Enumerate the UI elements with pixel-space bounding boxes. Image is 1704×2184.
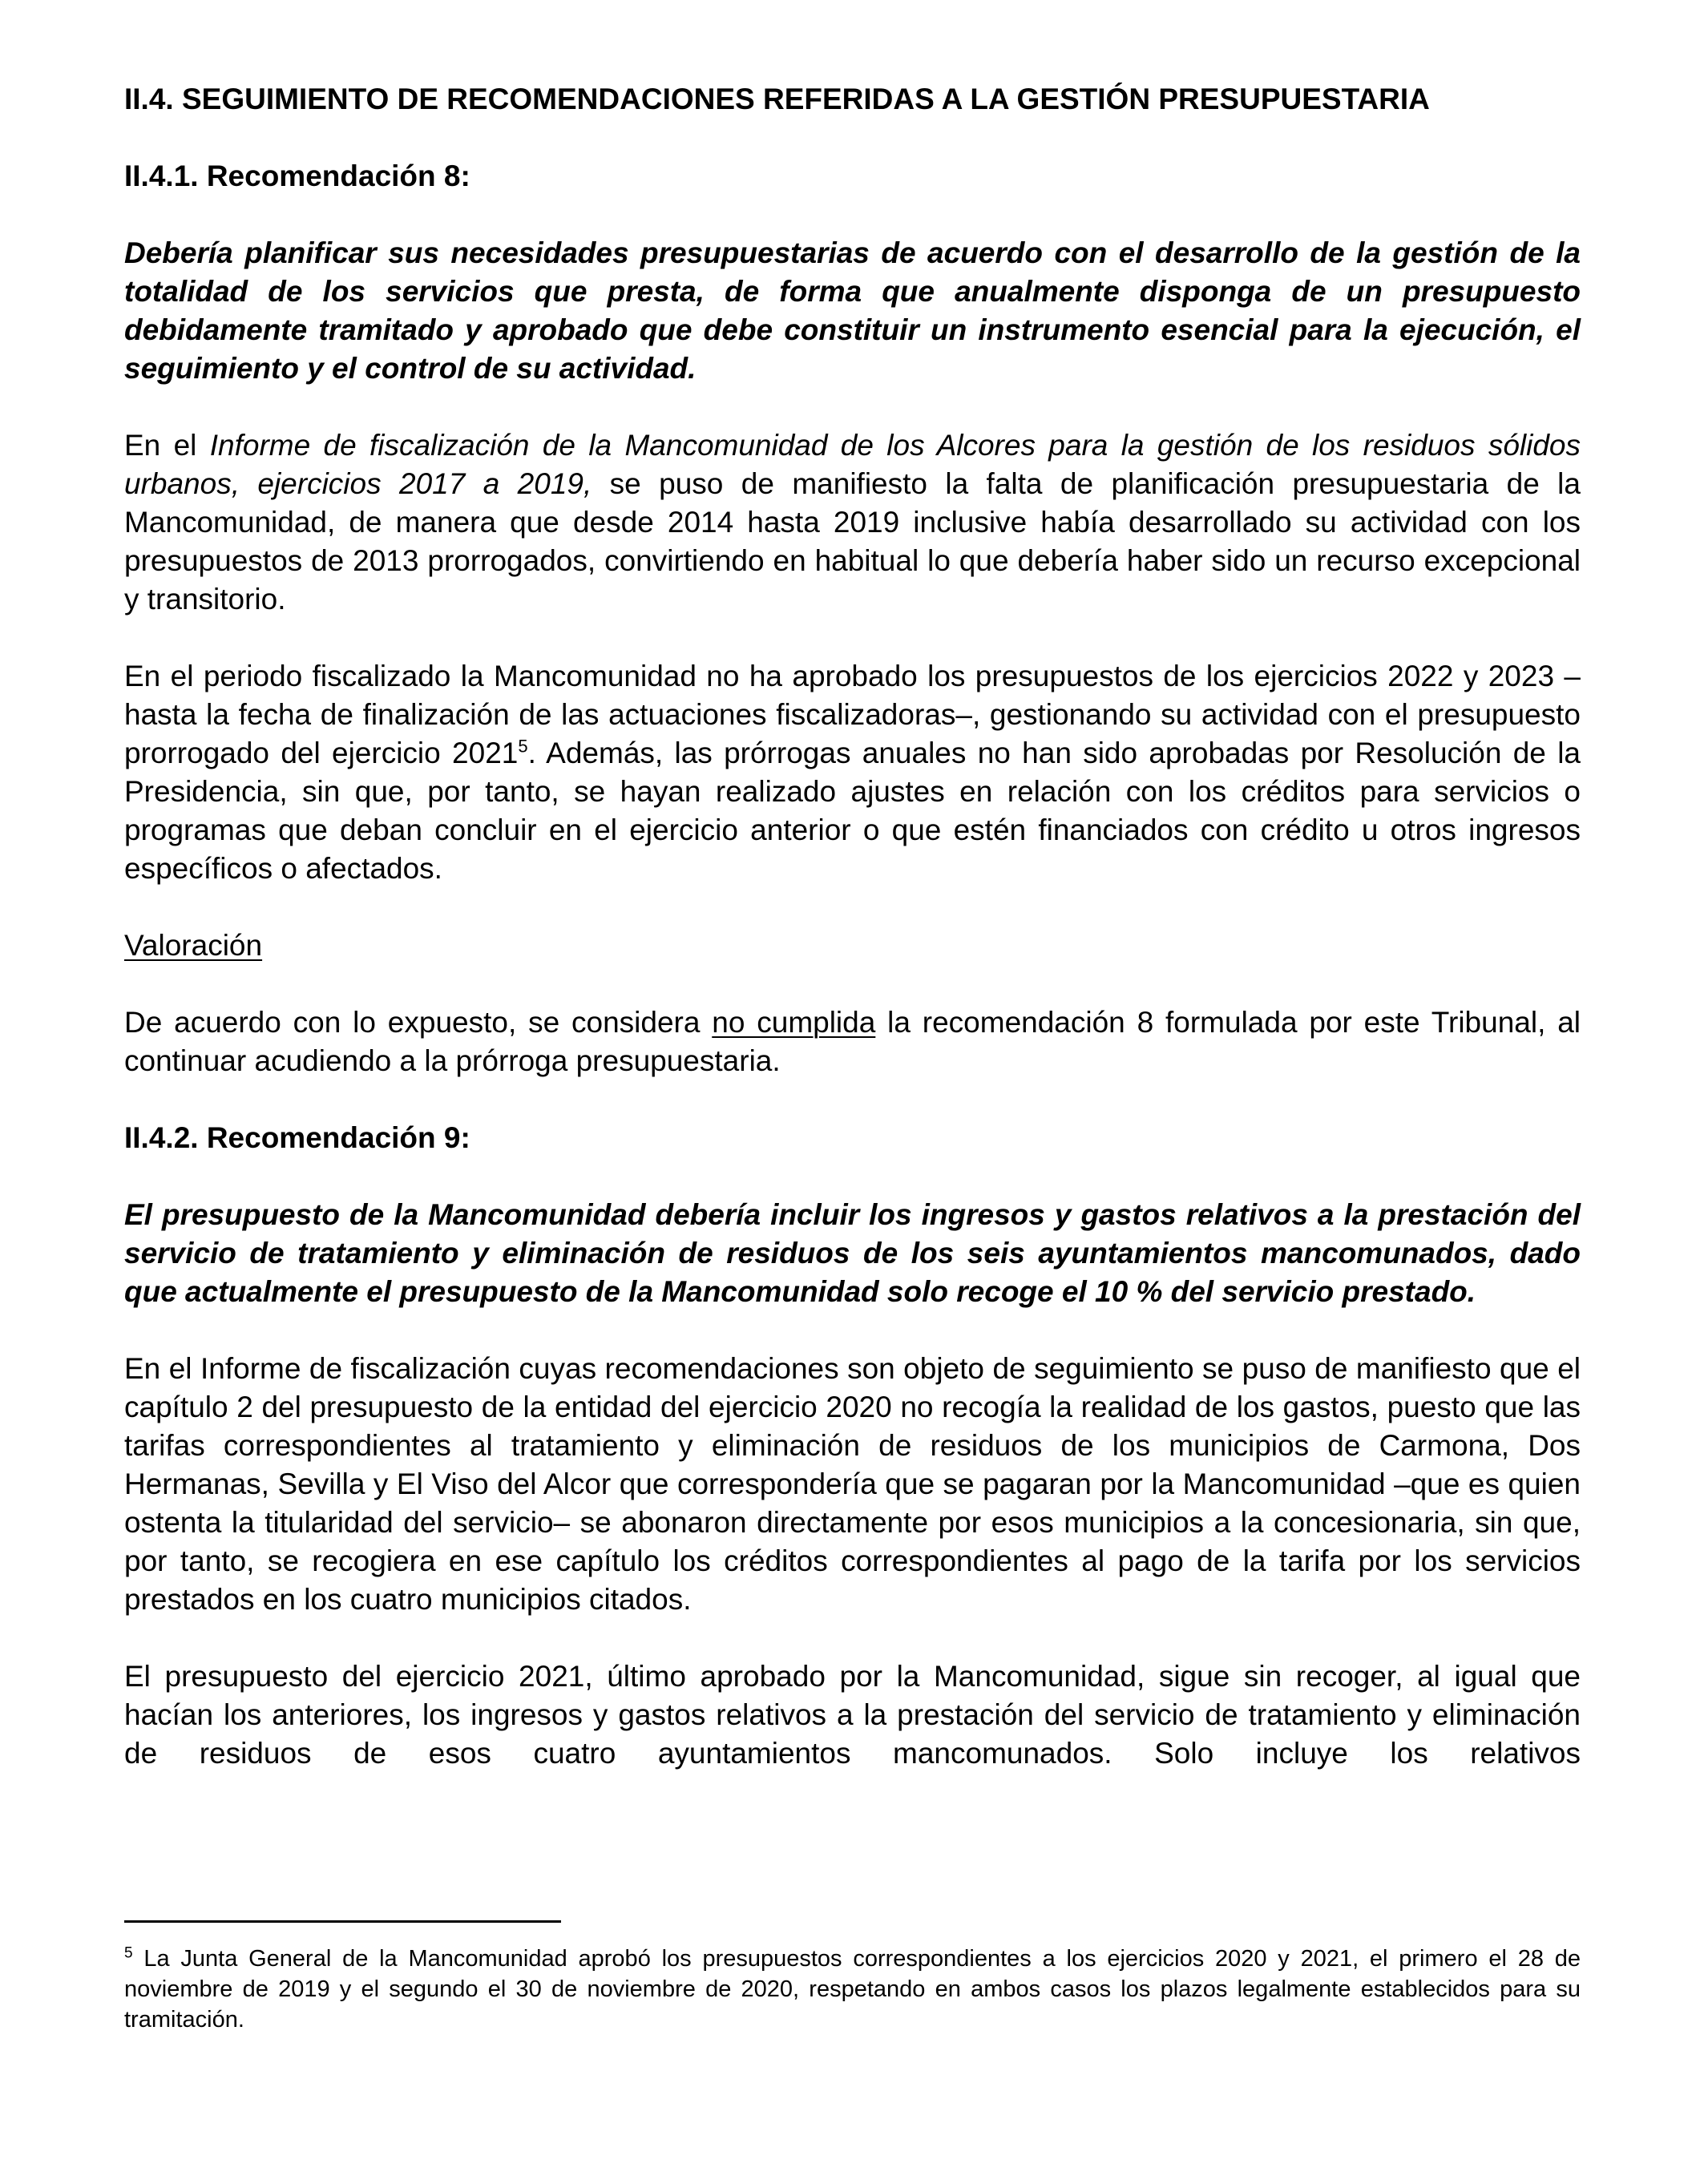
paragraph-text: En el periodo fiscalizado la Mancomunidad no ha aprobado los presupuestos de los ejercicios 2022 y 2023 –hasta la fecha de finalización de las actuaciones fiscalizadoras–, gestionando su actividad con el presupuesto prorrogado del ejercicio 2021 — [124, 660, 1581, 769]
valoracion-label: Valoración — [124, 929, 263, 962]
recommendation-8-paragraph-1 — [124, 426, 1581, 619]
recommendation-9-paragraph-2: El presupuesto del ejercicio 2021, último aprobado por la Mancomunidad, sigue sin recoger, al igual que hacían los anteriores, los ingresos y gastos relativos a la prestación del servicio de tratamiento y eliminación de residuos de esos cuatro ayuntamientos mancomunados. Solo incluye los relativos — [124, 1660, 1581, 1770]
recommendation-8-statement: Debería planificar sus necesidades presupuestarias de acuerdo con el desarrollo de la gestión de la totalidad de los servicios que presta, de forma que anualmente disponga de un presupuesto debidamente tramitado y aprobado que debe constituir un instrumento esencial para la ejecución, el seguimiento y el control de su actividad. — [124, 236, 1581, 385]
footnote-reference[interactable]: 5 — [518, 736, 528, 757]
section-title: II.4. SEGUIMIENTO DE RECOMENDACIONES REFERIDAS A LA GESTIÓN PRESUPUESTARIA — [124, 83, 1430, 115]
recommendation-8-heading: II.4.1. Recomendación 8: — [124, 159, 470, 192]
valoracion-paragraph — [124, 1003, 1581, 1080]
recommendation-9-statement: El presupuesto de la Mancomunidad debería incluir los ingresos y gastos relativos a la prestación del servicio de tratamiento y eliminación de residuos de los seis ayuntamientos mancomunados, dado que actualmente el presupuesto de la Mancomunidad solo recoge el 10 % del servicio prestado. — [124, 1198, 1581, 1308]
report-title-italic: Informe de fiscalización de la Mancomunidad de los Alcores para la gestión de los residuos sólidos urbanos, ejercicios 2017 a 2019, — [124, 429, 1581, 500]
paragraph-text: En el — [124, 429, 210, 462]
footnote-text: La Junta General de la Mancomunidad aprobó los presupuestos correspondientes a los ejercicios 2020 y 2021, el primero el 28 de noviembre de 2019 y el segundo el 30 de noviembre de 2020, respetando en ambos casos los plazos legalmente establecidos para su tramitación. — [124, 1946, 1581, 2033]
paragraph-text: se puso de manifiesto la falta de planificación presupuestaria de la Mancomunidad, de manera que desde 2014 hasta 2019 inclusive había desarrollado su actividad con los presupuestos de 2013 prorrogados, convirtiendo en habitual lo que debería haber sido un recurso excepcional y transitorio. — [124, 467, 1581, 616]
compliance-status: no cumplida — [712, 1006, 876, 1039]
paragraph-text: la recomendación 8 formulada por este Tribunal, al continuar acudiendo a la prórroga presupuestaria. — [124, 1006, 1581, 1077]
paragraph-text: . Además, las prórrogas anuales no han sido aprobadas por Resolución de la Presidencia, sin que, por tanto, se hayan realizado ajustes en relación con los créditos para servicios o programas que deban concluir en el ejercicio anterior o que estén financiados con crédito u otros ingresos específicos o afectados. — [124, 737, 1581, 885]
recommendation-9-paragraph-1: En el Informe de fiscalización cuyas recomendaciones son objeto de seguimiento se puso de manifiesto que el capítulo 2 del presupuesto de la entidad del ejercicio 2020 no recogía la realidad de los gastos, puesto que las tarifas correspondientes al tratamiento y eliminación de residuos de los municipios de Carmona, Dos Hermanas, Sevilla y El Viso del Alcor que correspondería que se pagaran por la Mancomunidad –que es quien ostenta la titularidad del servicio– se abonaron directamente por esos municipios a la concesionaria, sin que, por tanto, se recogiera en ese capítulo los créditos correspondientes al pago de la tarifa por los servicios prestados en los cuatro municipios citados. — [124, 1352, 1581, 1616]
footnote-5 — [124, 1944, 1581, 2035]
paragraph-text: De acuerdo con lo expuesto, se considera — [124, 1006, 713, 1039]
recommendation-8-paragraph-2 — [124, 657, 1581, 888]
recommendation-9-heading: II.4.2. Recomendación 9: — [124, 1121, 470, 1154]
document-page — [124, 80, 1581, 1811]
footnote-number: 5 — [124, 1944, 133, 1962]
footnote-separator — [124, 1920, 561, 1923]
